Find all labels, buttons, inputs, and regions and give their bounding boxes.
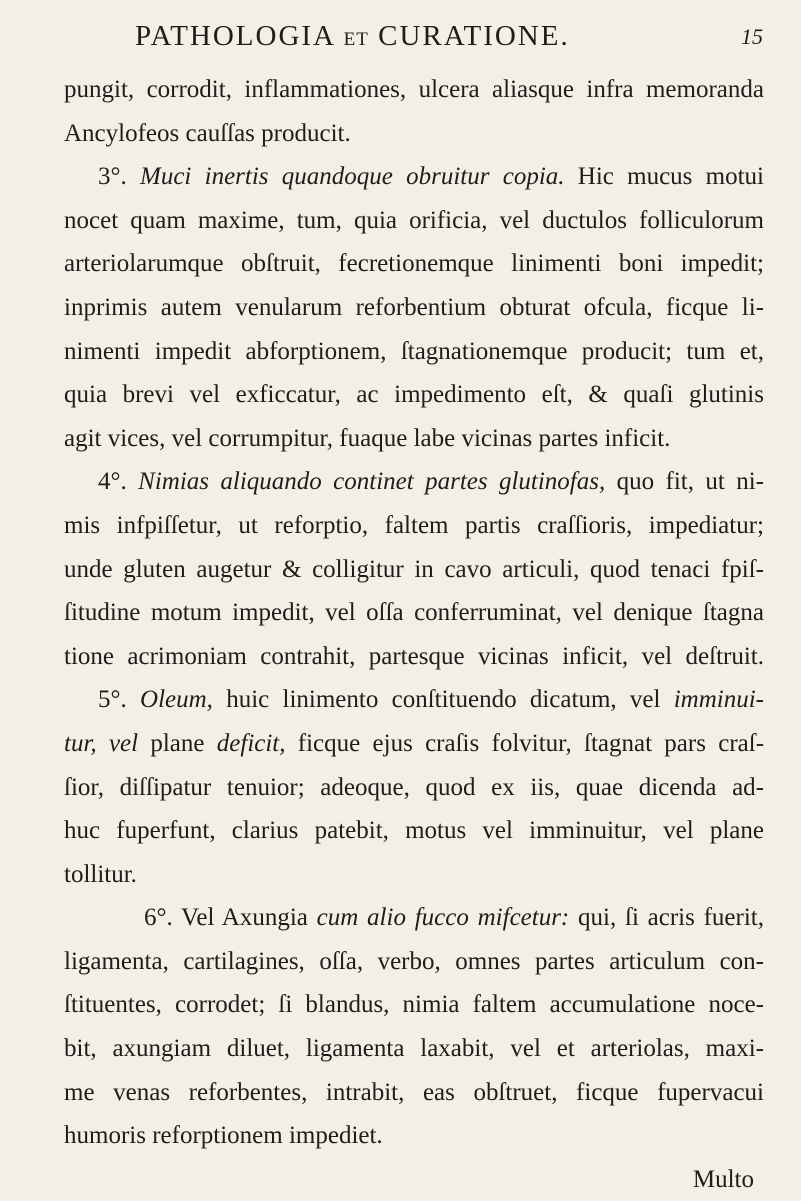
page-header	[135, 20, 775, 60]
text-line	[64, 330, 764, 374]
text-line	[64, 853, 764, 897]
text-line	[64, 678, 764, 722]
italic-text: Muci inertis quandoque obruitur copia.	[140, 163, 565, 191]
text-segment: qui, ſi acris fuerit,	[569, 904, 764, 932]
running-title-word-2: CURATIONE.	[378, 20, 570, 52]
text-line	[64, 809, 764, 853]
text-line	[64, 460, 764, 504]
text-line	[64, 1027, 764, 1071]
text-segment: arteriolarumque obſtruit, fecretionemque linimenti boni impedit;	[64, 250, 764, 278]
text-segment: nimenti impedit abforptionem, ſtagnationemque producit; tum et,	[64, 337, 764, 365]
page-number: 15	[741, 24, 763, 49]
text-line	[64, 896, 764, 940]
text-segment: inprimis autem venularum reforbentium obturat ofcula, ficque li-	[64, 293, 764, 321]
text-segment: pungit, corrodit, inflammationes, ulcera aliasque infra memoranda	[64, 76, 764, 103]
body-text	[64, 68, 764, 1201]
text-segment: 4°.	[98, 468, 139, 496]
text-line	[64, 199, 764, 243]
running-title	[135, 20, 570, 53]
text-line	[64, 548, 764, 592]
text-segment: ligamenta, cartilagines, oſſa, verbo, omnes partes articulum con-	[64, 947, 764, 975]
text-line	[64, 68, 764, 112]
text-segment: 5°.	[98, 686, 141, 714]
italic-text: deficit,	[216, 729, 286, 757]
text-segment: tollitur.	[64, 860, 137, 888]
text-line	[64, 766, 764, 810]
text-line	[64, 635, 764, 679]
text-segment: humoris reforptionem impediet.	[64, 1122, 383, 1150]
text-segment: huc fuperfunt, clarius patebit, motus vel imminuitur, vel plane	[64, 817, 764, 845]
text-segment: ſtituentes, corrodet; ſi blandus, nimia faltem accumulatione noce-	[64, 991, 764, 1019]
text-segment: quia brevi vel exficcatur, ac impedimento eſt, & quaſi glutinis	[64, 381, 764, 409]
text-line	[64, 373, 764, 417]
text-line	[64, 155, 764, 199]
text-segment: plane	[138, 729, 217, 757]
text-segment: ſitudine motum impedit, vel oſſa conferruminat, vel denique ſtagna	[64, 599, 764, 627]
italic-text: cum alio fucco mifcetur:	[316, 904, 570, 932]
text-line	[64, 983, 764, 1027]
text-segment: Hic mucus motui	[564, 163, 764, 191]
text-line	[64, 1114, 764, 1158]
italic-text: tur,	[64, 729, 97, 757]
text-line	[64, 722, 764, 766]
text-segment: ſior, diſſipatur tenuior; adeoque, quod ex iis, quae dicenda ad-	[64, 773, 764, 801]
text-segment	[97, 730, 109, 757]
text-segment: agit vices, vel corrumpitur, fuaque labe vicinas partes inficit.	[64, 424, 671, 452]
text-segment: bit, axungiam diluet, ligamenta laxabit, vel et arteriolas, maxi-	[64, 1035, 764, 1063]
text-segment: 3°.	[98, 163, 141, 191]
running-title-et: ET	[343, 29, 369, 50]
italic-text: imminui-	[673, 686, 765, 714]
text-segment: tione acrimoniam contrahit, partesque vicinas inficit, vel deſtruit.	[64, 642, 764, 670]
text-line	[64, 286, 764, 330]
text-line	[64, 242, 764, 286]
catchword: Multo	[692, 1165, 754, 1193]
text-line	[64, 940, 764, 984]
running-title-word-1: PATHOLOGIA	[135, 20, 335, 52]
text-segment: mis infpiſſetur, ut reforptio, faltem partis craſſioris, impediatur;	[64, 511, 764, 539]
text-segment: quo fit, ut ni-	[605, 468, 764, 496]
italic-text: Nimias aliquando continet partes glutinofas,	[138, 468, 606, 496]
text-segment: Ancylofeos cauſſas producit.	[64, 119, 351, 147]
italic-text: Oleum,	[140, 686, 213, 714]
text-segment: 6°. Vel Axungia	[144, 904, 317, 932]
text-segment: ficque ejus craſis folvitur, ſtagnat pars craſ-	[285, 729, 765, 757]
text-segment: nocet quam maxime, tum, quia orificia, vel ductulos folliculorum	[64, 206, 764, 234]
text-line	[64, 591, 764, 635]
text-line	[64, 417, 764, 461]
italic-text: vel	[108, 729, 139, 757]
text-segment: huic linimento conſtituendo dicatum, vel	[212, 686, 674, 714]
text-line	[64, 504, 764, 548]
text-line	[64, 1071, 764, 1115]
text-line	[64, 112, 764, 156]
text-segment: unde gluten augetur & colligitur in cavo articuli, quod tenaci fpiſ-	[64, 555, 764, 583]
text-segment: me venas reforbentes, intrabit, eas obſtruet, ficque fupervacui	[64, 1078, 764, 1106]
